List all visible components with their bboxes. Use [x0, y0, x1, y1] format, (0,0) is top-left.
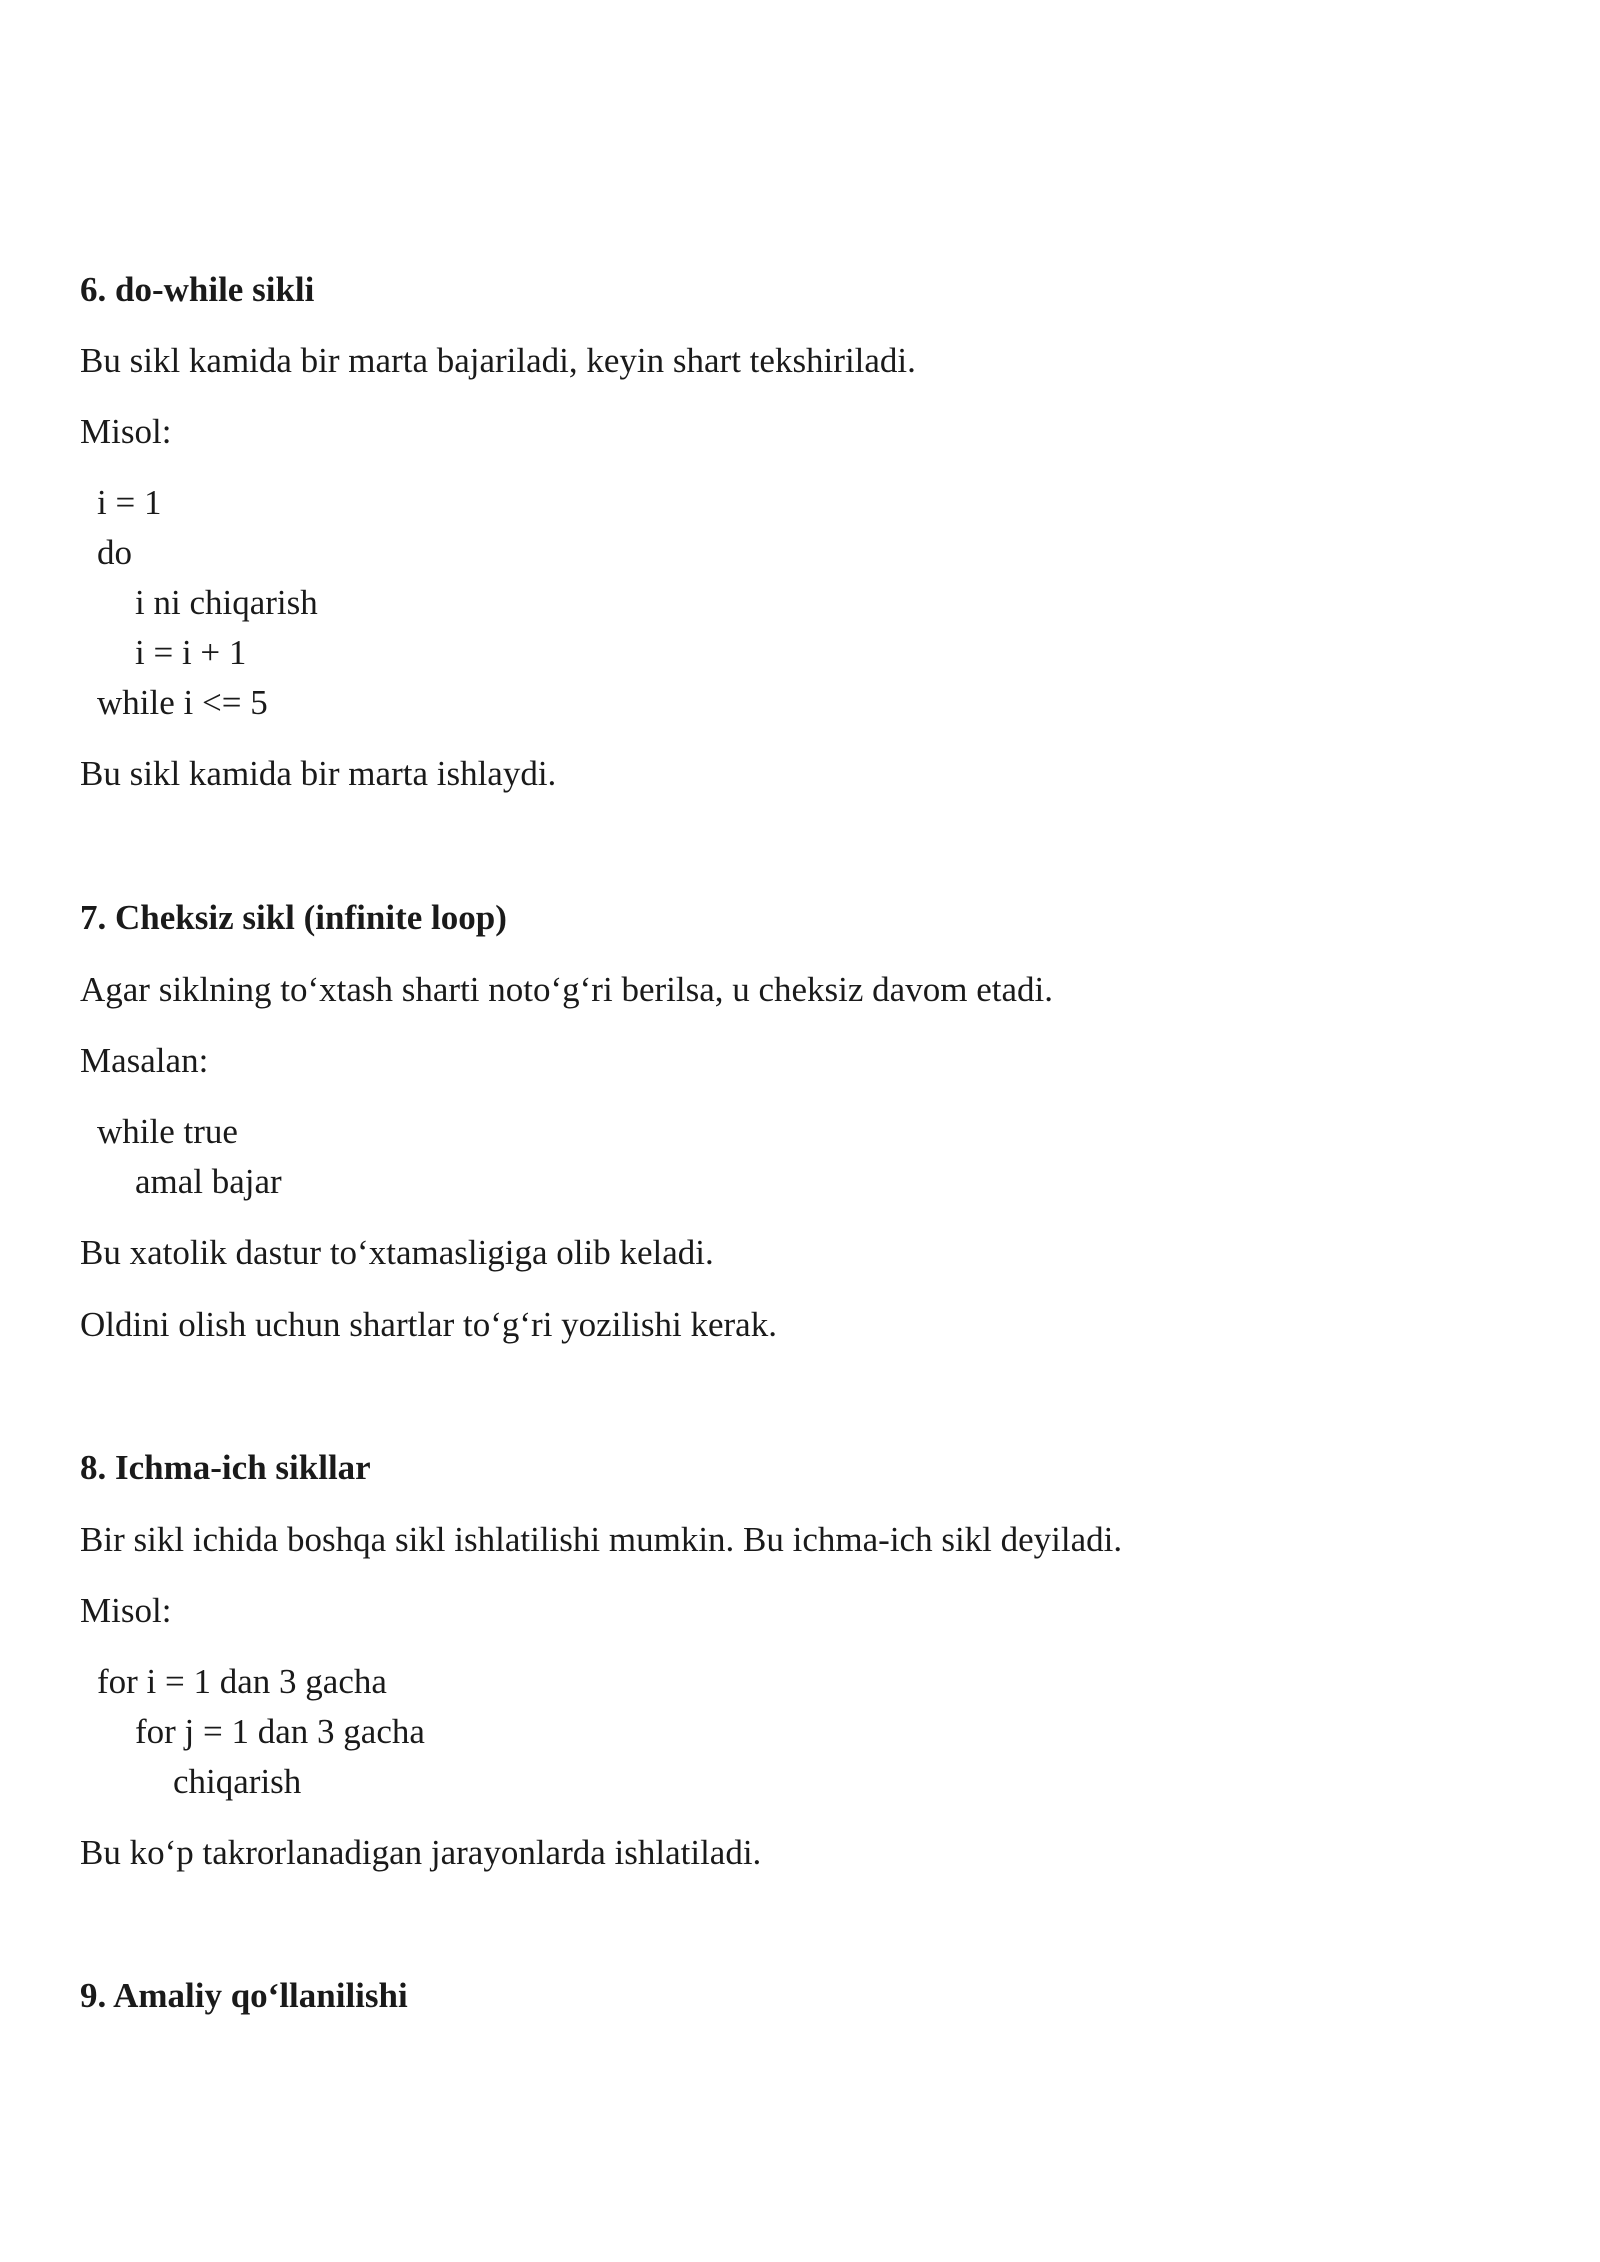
paragraph: Agar siklning to‘xtash sharti noto‘g‘ri berilsa, u cheksiz davom etadi.	[80, 970, 1053, 1009]
paragraph: Bu sikl kamida bir marta ishlaydi.	[80, 754, 557, 793]
paragraph: Bu sikl kamida bir marta bajariladi, keyin shart tekshiriladi.	[80, 341, 916, 380]
section-heading-infinite-loop: 7. Cheksiz sikl (infinite loop)	[80, 898, 507, 937]
code-line: i ni chiqarish	[135, 583, 318, 622]
section-heading-practical-use: 9. Amaliy qo‘llanilishi	[80, 1976, 408, 2015]
paragraph: Bu xatolik dastur to‘xtamasligiga olib keladi.	[80, 1233, 714, 1272]
code-line: while true	[97, 1112, 238, 1151]
code-line: for i = 1 dan 3 gacha	[97, 1662, 387, 1701]
example-label: Masalan:	[80, 1041, 209, 1080]
code-line: for j = 1 dan 3 gacha	[135, 1712, 425, 1751]
code-line: chiqarish	[173, 1762, 302, 1801]
section-heading-do-while: 6. do-while sikli	[80, 270, 315, 309]
code-line: i = 1	[97, 483, 162, 522]
code-line: amal bajar	[135, 1162, 282, 1201]
paragraph: Bir sikl ichida boshqa sikl ishlatilishi mumkin. Bu ichma-ich sikl deyiladi.	[80, 1520, 1123, 1559]
paragraph: Oldini olish uchun shartlar to‘g‘ri yozilishi kerak.	[80, 1305, 777, 1344]
section-heading-nested-loops: 8. Ichma-ich sikllar	[80, 1448, 371, 1487]
code-line: do	[97, 533, 132, 572]
paragraph: Bu ko‘p takrorlanadigan jarayonlarda ishlatiladi.	[80, 1833, 762, 1872]
code-line: i = i + 1	[135, 633, 247, 672]
code-line: while i <= 5	[97, 683, 268, 722]
example-label: Misol:	[80, 1591, 172, 1630]
example-label: Misol:	[80, 412, 172, 451]
